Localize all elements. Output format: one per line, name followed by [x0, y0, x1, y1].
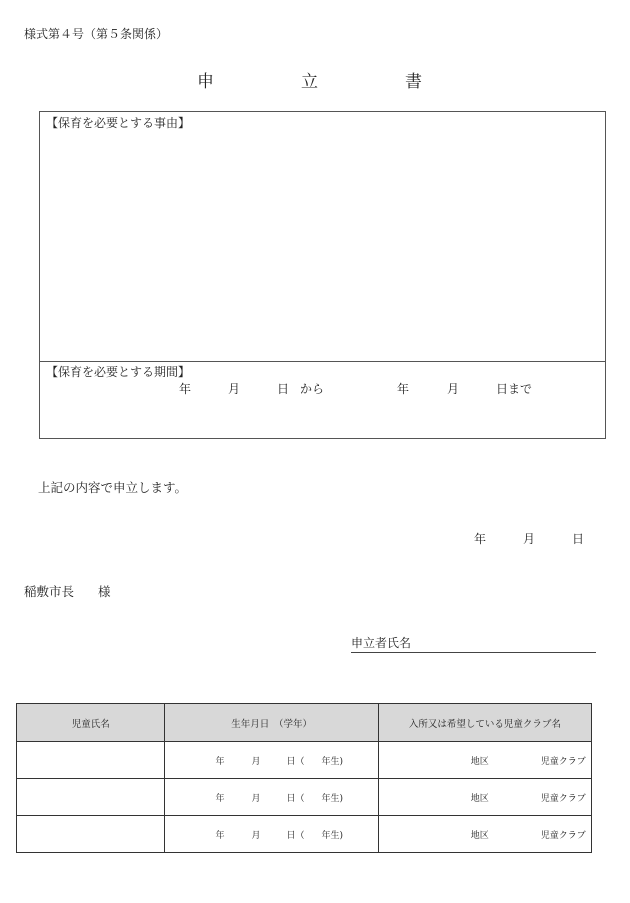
table-row [17, 816, 592, 853]
child-name-cell[interactable] [17, 779, 165, 816]
table-row [17, 779, 592, 816]
children-table [16, 703, 592, 853]
table-row [17, 742, 592, 779]
grade: 年生) [321, 831, 343, 841]
period-from-month: 月 [228, 382, 241, 396]
statement: 上記の内容で申立します。 [38, 480, 188, 495]
birth-month: 月 [251, 757, 261, 767]
header-birthdate: 生年月日 （学年） [165, 704, 378, 742]
reason-period-box [39, 111, 606, 439]
period-to-year: 年 [397, 382, 410, 396]
birth-day: 日（ [286, 831, 305, 841]
reason-label: 【保育を必要とする事由】 [46, 116, 191, 130]
birth-year: 年 [215, 757, 225, 767]
date-year: 年 [474, 532, 487, 546]
applicant-label: 申立者氏名 [351, 636, 412, 650]
addressee-honorific: 様 [98, 584, 111, 599]
birthdate-cell[interactable] [165, 742, 378, 779]
reason-field[interactable] [40, 132, 605, 358]
club-cell[interactable] [378, 816, 591, 853]
page-title: 申 立 書 [197, 72, 457, 92]
period-from-day: 日 [277, 382, 290, 396]
club-cell[interactable] [378, 779, 591, 816]
club: 児童クラブ [540, 757, 586, 767]
box-divider [40, 361, 605, 362]
district: 地区 [470, 831, 489, 841]
child-name-cell[interactable] [17, 816, 165, 853]
date-month: 月 [523, 532, 536, 546]
addressee-name: 稲敷市長 [24, 584, 75, 599]
child-name-cell[interactable] [17, 742, 165, 779]
header-club-name: 入所又は希望している児童クラブ名 [378, 704, 591, 742]
club: 児童クラブ [540, 794, 586, 804]
birth-year: 年 [215, 794, 225, 804]
district: 地区 [470, 757, 489, 767]
birthdate-cell[interactable] [165, 816, 378, 853]
header-child-name: 児童氏名 [17, 704, 165, 742]
table-header-row [17, 704, 592, 742]
birth-year: 年 [215, 831, 225, 841]
club: 児童クラブ [540, 831, 586, 841]
date-day: 日 [572, 532, 585, 546]
birth-month: 月 [251, 794, 261, 804]
birthdate-cell[interactable] [165, 779, 378, 816]
applicant-name-field[interactable] [351, 634, 596, 653]
district: 地区 [470, 794, 489, 804]
period-label: 【保育を必要とする期間】 [46, 365, 191, 379]
period-from-year: 年 [179, 382, 192, 396]
addressee [24, 582, 111, 600]
period-to-day: 日まで [496, 382, 533, 396]
birth-month: 月 [251, 831, 261, 841]
period-from: から [300, 382, 325, 396]
period-to-month: 月 [447, 382, 460, 396]
grade: 年生) [321, 794, 343, 804]
club-cell[interactable] [378, 742, 591, 779]
birth-day: 日（ [286, 794, 305, 804]
form-number: 様式第４号（第５条関係） [24, 27, 169, 41]
grade: 年生) [321, 757, 343, 767]
birth-day: 日（ [286, 757, 305, 767]
